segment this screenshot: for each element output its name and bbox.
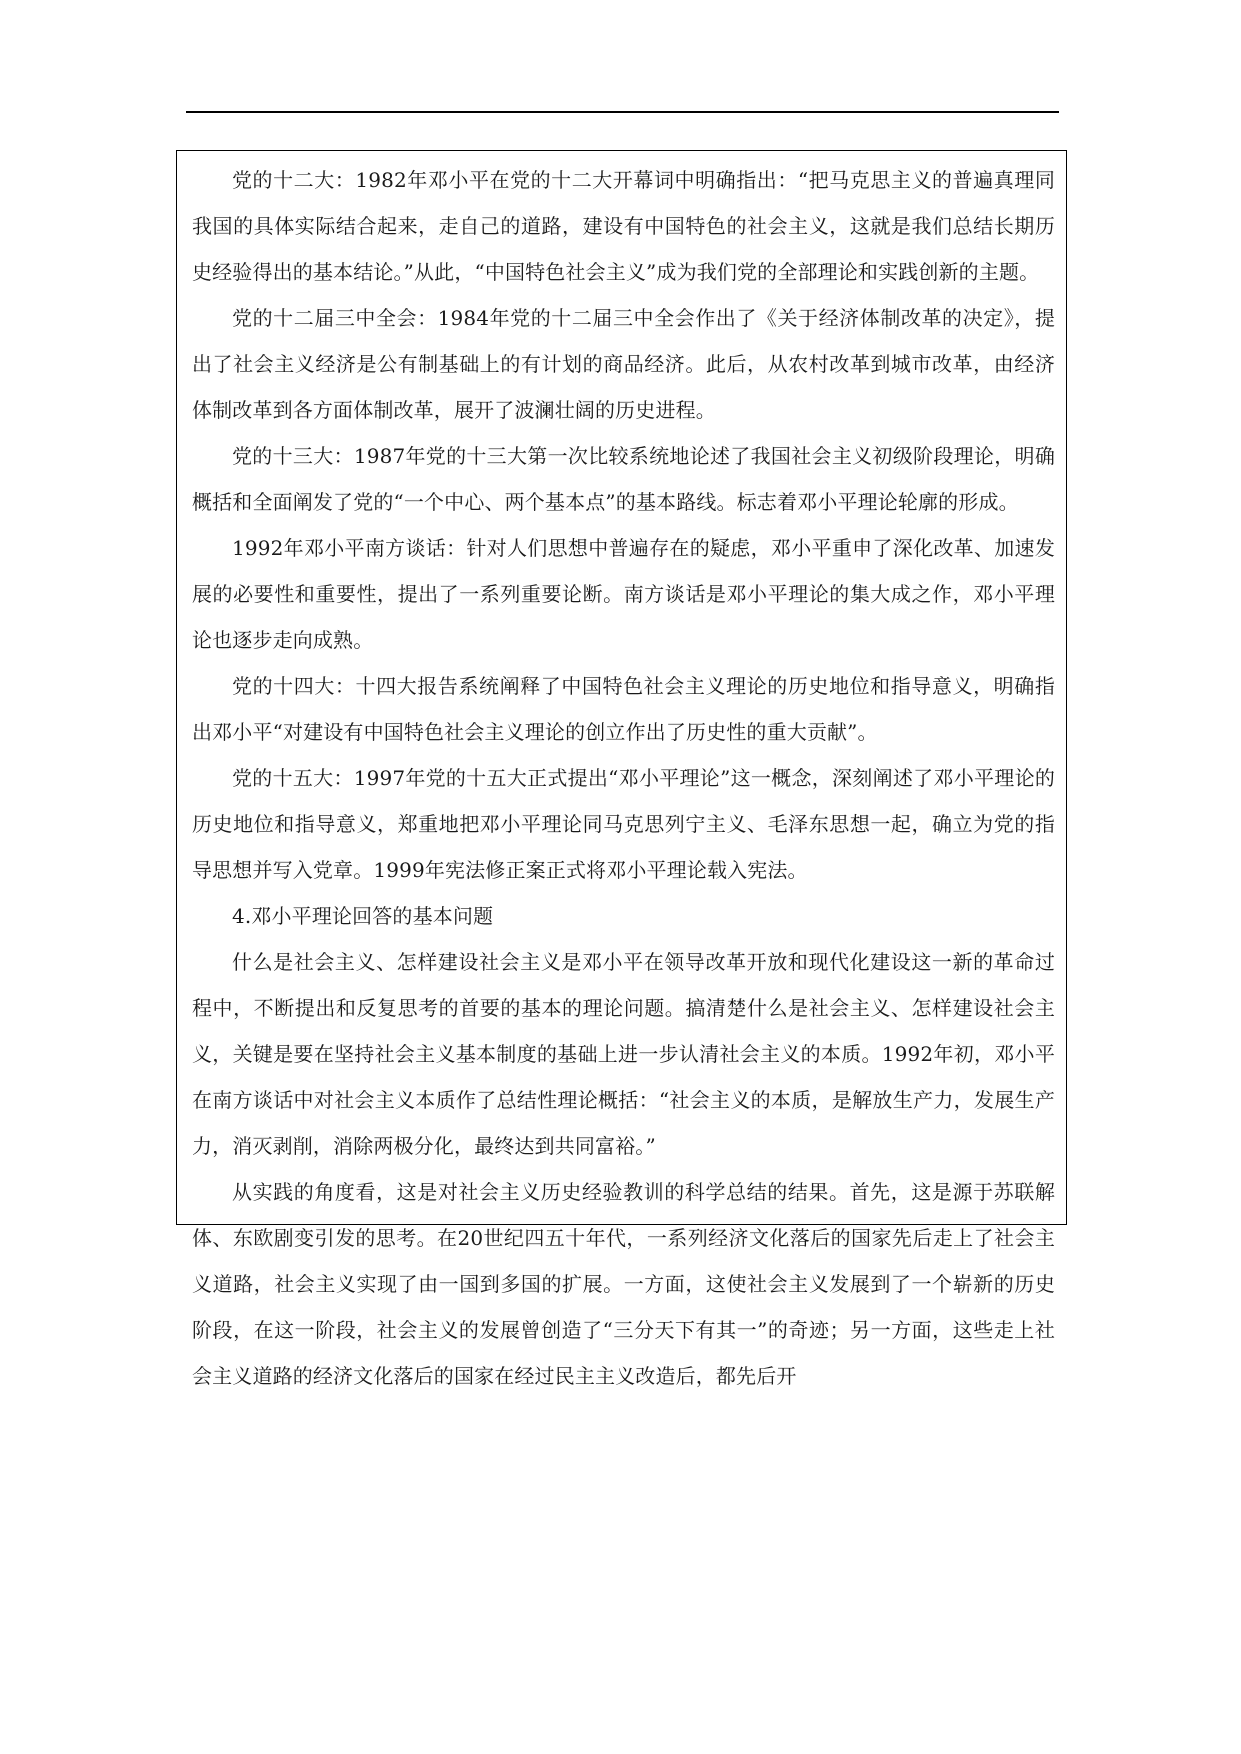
- paragraph-practice-perspective: 从实践的角度看，这是对社会主义历史经验教训的科学总结的结果。首先，这是源于苏联解体、东欧剧变引发的思考。在20世纪四五十年代，一系列经济文化落后的国家先后走上了社会主义道路，社会主义实现了由一国到多国的扩展。一方面，这使社会主义发展到了一个崭新的历史阶段，在这一阶段，社会主义的发展曾创造了“三分天下有其一”的奇迹；另一方面，这些走上社会主义道路的经济文化落后的国家在经过民主主义改造后，都先后开: [192, 1180, 1055, 1388]
- paragraph-southern-talks: 1992年邓小平南方谈话：针对人们思想中普遍存在的疑虑，邓小平重申了深化改革、加速发展的必要性和重要性，提出了一系列重要论断。南方谈话是邓小平理论的集大成之作，邓小平理论也逐步走向成熟。: [192, 536, 1055, 652]
- content-box: [176, 150, 1067, 1388]
- paragraph-12th-congress: 党的十二大：1982年邓小平在党的十二大开幕词中明确指出：“把马克思主义的普遍真理同我国的具体实际结合起来，走自己的道路，建设有中国特色的社会主义，这就是我们总结长期历史经验得出的基本结论。”从此，“中国特色社会主义”成为我们党的全部理论和实践创新的主题。: [192, 168, 1055, 284]
- paragraph-14th-congress: 党的十四大：十四大报告系统阐释了中国特色社会主义理论的历史地位和指导意义，明确指出邓小平“对建设有中国特色社会主义理论的创立作出了历史性的重大贡献”。: [192, 674, 1055, 744]
- paragraph-15th-congress: 党的十五大：1997年党的十五大正式提出“邓小平理论”这一概念，深刻阐述了邓小平理论的历史地位和指导意义，郑重地把邓小平理论同马克思列宁主义、毛泽东思想一起，确立为党的指导思想并写入党章。1999年宪法修正案正式将邓小平理论载入宪法。: [192, 766, 1055, 882]
- paragraph-12th-third-plenum: 党的十二届三中全会：1984年党的十二届三中全会作出了《关于经济体制改革的决定》，提出了社会主义经济是公有制基础上的有计划的商品经济。此后，从农村改革到城市改革，由经济体制改革到各方面体制改革，展开了波澜壮阔的历史进程。: [192, 306, 1055, 422]
- paragraph-13th-congress: 党的十三大：1987年党的十三大第一次比较系统地论述了我国社会主义初级阶段理论，明确概括和全面阐发了党的“一个中心、两个基本点”的基本路线。标志着邓小平理论轮廓的形成。: [192, 444, 1055, 514]
- section-heading: 4.邓小平理论回答的基本问题: [232, 904, 494, 928]
- paragraph-essence-of-socialism: 什么是社会主义、怎样建设社会主义是邓小平在领导改革开放和现代化建设这一新的革命过程中，不断提出和反复思考的首要的基本的理论问题。搞清楚什么是社会主义、怎样建设社会主义，关键是要在坚持社会主义基本制度的基础上进一步认清社会主义的本质。1992年初，邓小平在南方谈话中对社会主义本质作了总结性理论概括：“社会主义的本质，是解放生产力，发展生产力，消灭剥削，消除两极分化，最终达到共同富裕。”: [192, 950, 1055, 1158]
- header-rule: [186, 111, 1059, 113]
